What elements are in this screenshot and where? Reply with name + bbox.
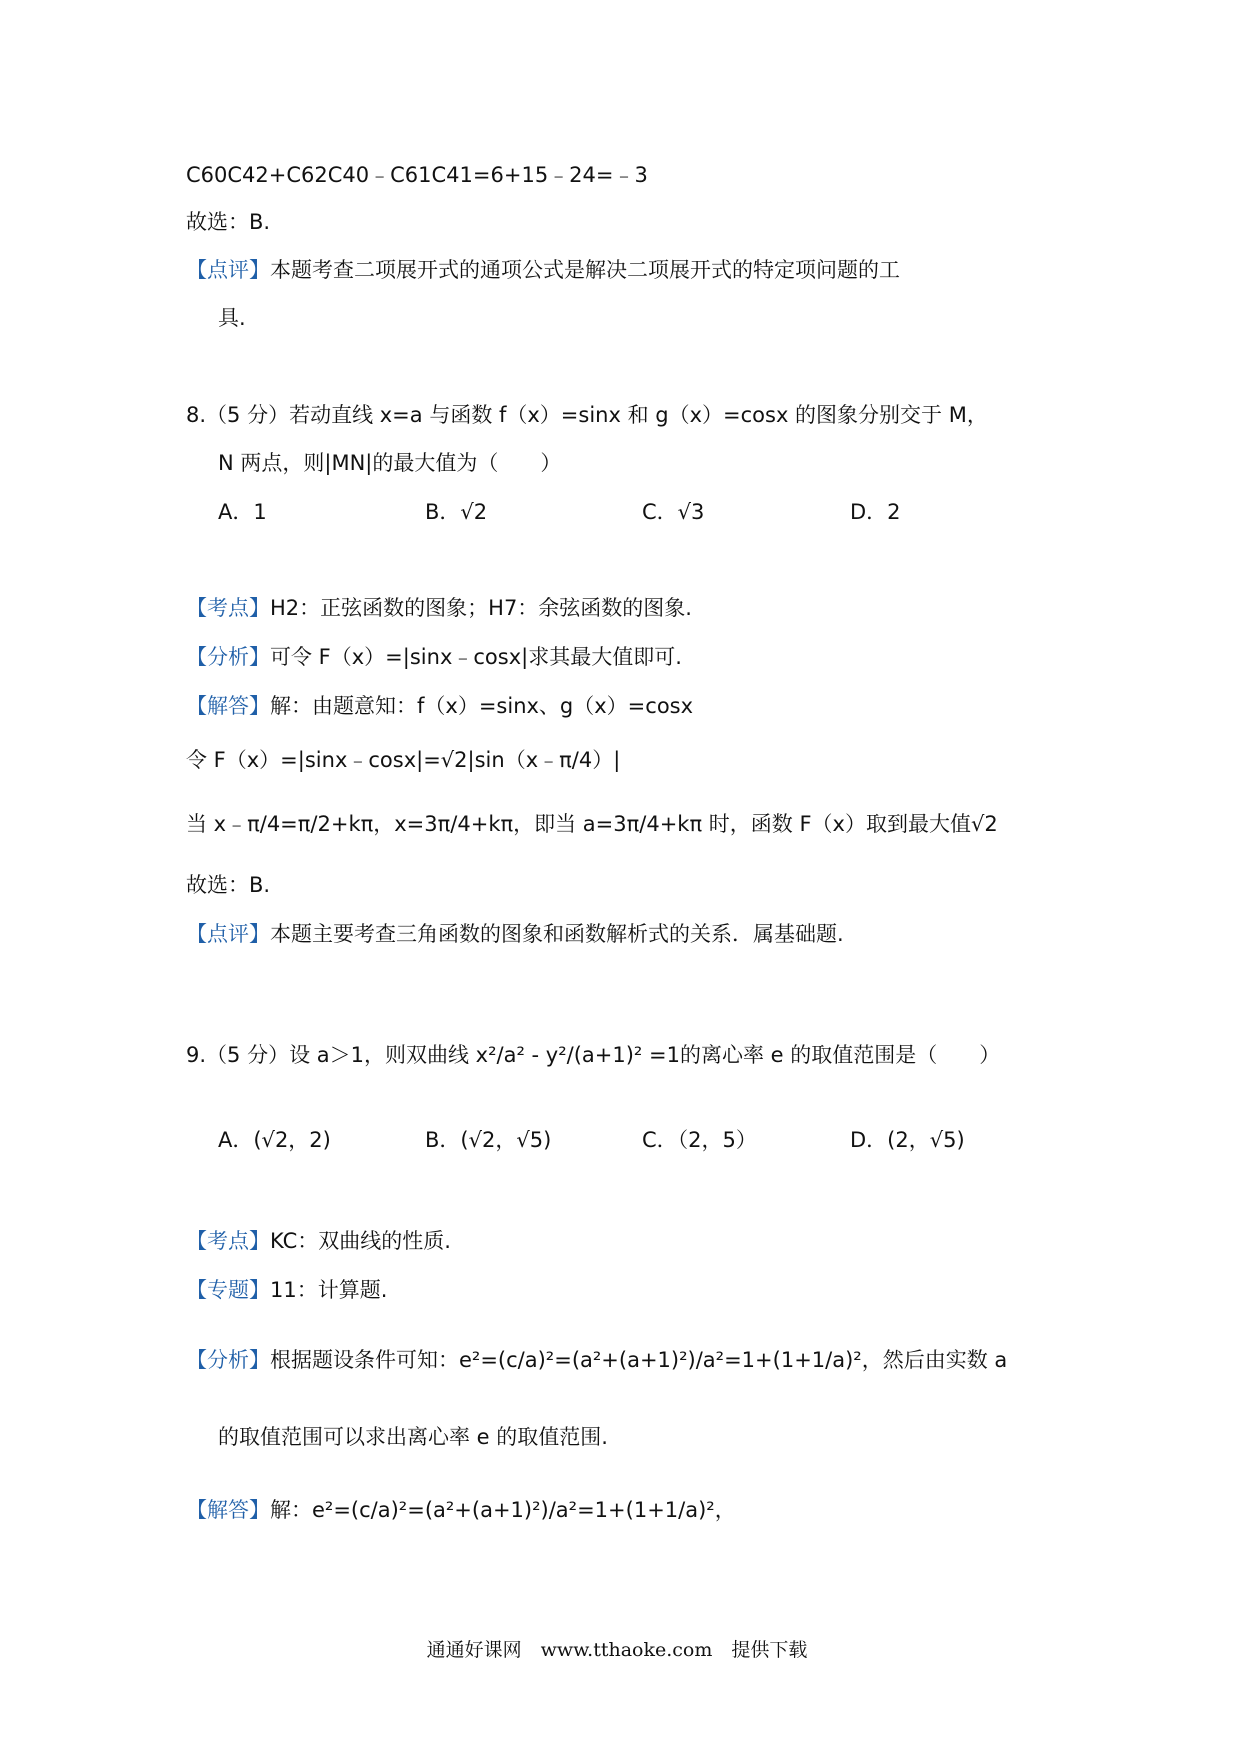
zhuanti-tag: 【专题】 xyxy=(186,1278,270,1302)
q9-option-d: D．(2，√5) xyxy=(850,1128,965,1152)
q9-fenxi-2: 的取值范围可以求出离心率 e 的取值范围. xyxy=(218,1425,608,1449)
q7-calc: C60C42+C62C40﹣C61C41=6+15﹣24=﹣3 xyxy=(186,163,648,187)
q8-jieda: 【解答】解：由题意知：f（x）=sinx、g（x）=cosx xyxy=(186,694,694,718)
q9-kaodian: 【考点】KC：双曲线的性质. xyxy=(186,1229,451,1253)
q9-fenxi: 【分析】根据题设条件可知：e²=(c/a)²=(a²+(a+1)²)/a²=1+(1+1/a)²，然后由实数 a xyxy=(186,1348,1008,1372)
q9-option-c: C．（2，5） xyxy=(642,1128,757,1152)
comment-text: 本题考查二项展开式的通项公式是解决二项展开式的特定项问题的工 xyxy=(270,258,900,282)
q8-stem-2: N 两点，则|MN|的最大值为（ ） xyxy=(218,451,562,475)
q9-stem: 9.（5 分）设 a＞1，则双曲线 x²/a² - y²/(a+1)² =1的离心率 e 的取值范围是（ ） xyxy=(186,1043,1001,1067)
q8-kaodian: 【考点】H2：正弦函数的图象；H7：余弦函数的图象. xyxy=(186,596,692,620)
q8-option-c: C．√3 xyxy=(642,500,705,524)
q8-stem-1: 8.（5 分）若动直线 x=a 与函数 f（x）=sinx 和 g（x）=cosx 的图象分别交于 M， xyxy=(186,403,988,427)
q8-option-a: A．1 xyxy=(218,500,267,524)
page-footer: 通通好课网 www.tthaoke.com 提供下载 xyxy=(426,1639,808,1661)
q8-option-b: B．√2 xyxy=(425,500,488,524)
jieda-tag: 【解答】 xyxy=(186,1498,270,1522)
q9-jieda: 【解答】解：e²=(c/a)²=(a²+(a+1)²)/a²=1+(1+1/a)²， xyxy=(186,1498,736,1522)
q8-choose: 故选：B. xyxy=(186,873,271,897)
dianping-tag: 【点评】 xyxy=(186,922,270,946)
kaodian-tag: 【考点】 xyxy=(186,596,270,620)
q8-jieda-2: 令 F（x）=|sinx﹣cosx|=√2|sin（x﹣π/4）| xyxy=(186,748,621,772)
q8-dianping: 【点评】本题主要考查三角函数的图象和函数解析式的关系．属基础题. xyxy=(186,922,844,946)
q9-zhuanti: 【专题】11：计算题. xyxy=(186,1278,388,1302)
q8-fenxi: 【分析】可令 F（x）=|sinx﹣cosx|求其最大值即可. xyxy=(186,645,682,669)
q8-jieda-3: 当 x﹣π/4=π/2+kπ，x=3π/4+kπ，即当 a=3π/4+kπ 时，函数 F（x）取到最大值√2 xyxy=(186,812,998,836)
q8-option-d: D．2 xyxy=(850,500,901,524)
q9-option-a: A．(√2，2) xyxy=(218,1128,331,1152)
q7-comment-cont: 具. xyxy=(218,306,246,330)
comment-tag: 【点评】 xyxy=(186,258,270,282)
fenxi-tag: 【分析】 xyxy=(186,645,270,669)
fenxi-tag: 【分析】 xyxy=(186,1348,270,1372)
q9-option-b: B．(√2，√5) xyxy=(425,1128,552,1152)
q7-comment xyxy=(186,260,900,281)
jieda-tag: 【解答】 xyxy=(186,694,270,718)
q7-choose: 故选：B. xyxy=(186,210,271,234)
kaodian-tag: 【考点】 xyxy=(186,1229,270,1253)
